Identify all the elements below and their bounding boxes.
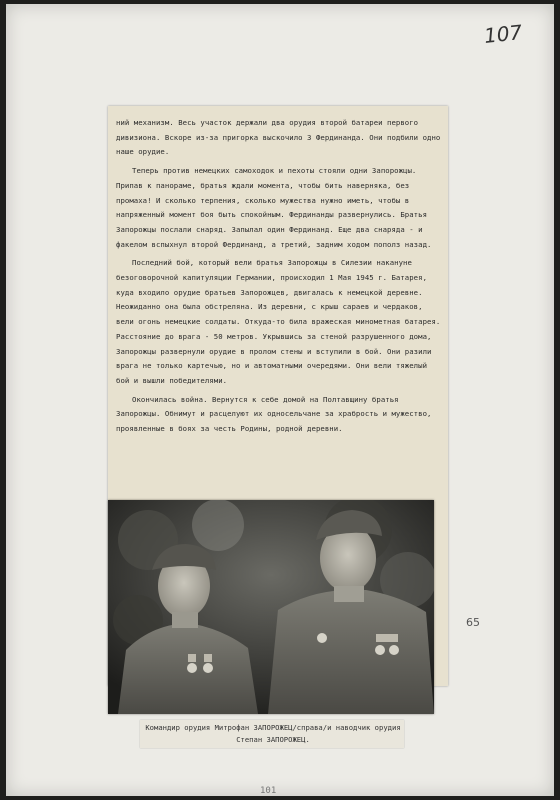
footer-number: 101 bbox=[260, 786, 277, 796]
photo-caption-slip bbox=[140, 720, 404, 748]
paragraph-1: ний механизм. Весь участок держали два орудия второй батареи первого дивизиона. Вскоре из-за пригорка выскочило 3 Фердинанда. Они подбили одно наше орудие. bbox=[116, 118, 441, 157]
sheet-number: 107 bbox=[482, 20, 524, 48]
paragraph-2: Теперь против немецких самоходок и пехоты стояли одни Запорожцы. Припав к панораме, братья ждали момента, чтобы бить наверняка, без промаха! И сколько терпения, сколько мужества нужно иметь, чтобы в напряженный момент боя быть спокойным. Фердинанды развернулись. Братья Запорожцы послали снаряд. Запылал один Фердинанд. Еще два снаряда - и факелом вспыхнул второй Фердинанд, а третий, задним ходом пополз назад. bbox=[116, 166, 432, 249]
soldiers-photo bbox=[108, 500, 434, 714]
margin-number: 65 bbox=[466, 616, 480, 629]
typed-text bbox=[116, 116, 442, 437]
paragraph-3: Последний бой, который вели братья Запорожцы в Силезии накануне безоговорочной капитуляции Германии, происходил 1 Мая 1945 г. Батарея, куда входило орудие братьев Запорожцев, двигалась к немецкой деревне. Неожиданно она была обстреляна. Из деревни, с крыш сараев и чердаков, вели огонь немецкие солдаты. Откуда-то била вражеская минометная батарея. Расстояние до врага - 50 метров. Укрывшись за стеной разрушенного дома, Запорожцы развернули орудие в пролом стены и вступили в бой. Они разили врага не только картечью, но и автоматными очередями. Они вели тяжелый бой и вышли победителями. bbox=[116, 258, 441, 385]
paragraph-4: Окончилась война. Вернутся к себе домой на Полтавщину братья Запорожцы. Обнимут и расцелуют их односельчане за храбрость и мужество, проявленные в боях за честь Родины, родной деревни. bbox=[116, 394, 432, 434]
photo-caption: Командир орудия Митрофан ЗАПОРОЖЕЦ/справа/и наводчик орудия Степан ЗАПОРОЖЕЦ. bbox=[145, 723, 401, 744]
soldiers-photo-image bbox=[108, 500, 434, 714]
